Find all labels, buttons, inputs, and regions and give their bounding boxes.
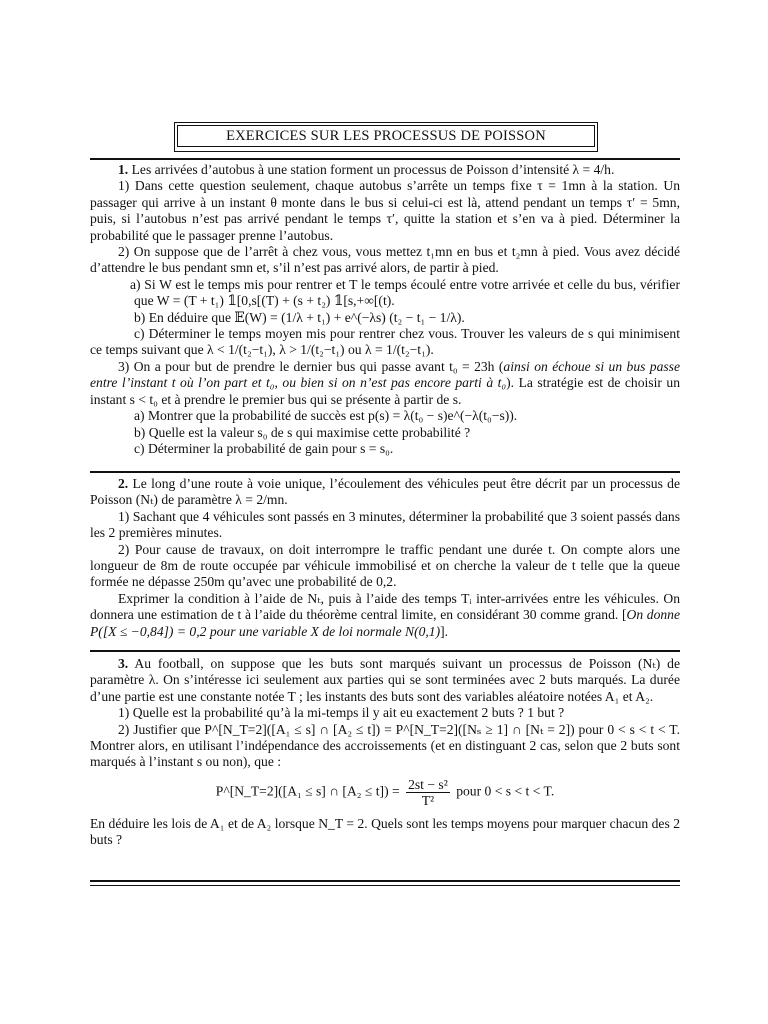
exercise-1-top-rule bbox=[90, 158, 680, 160]
exercise-3-q2: 2) Justifier que P^[N_T=2]([A₁ ≤ s] ∩ [A₂ ≤ t]) = P^[N_T=2]([Nₛ ≥ 1] ∩ [Nₜ = 2]) pour 0 < s < t < T. Montrer alors, en utilisant l’indépendance des accroissements (et en distinguant 2 cas, selon que 2 buts sont marqués à l’instant s ou non), que : bbox=[90, 721, 680, 770]
exercise-1 bbox=[90, 162, 680, 457]
exercise-1-q3a: a) Montrer que la probabilité de succès est p(s) = λ(t₀ − s)e^(−λ(t₀−s)). bbox=[134, 408, 518, 424]
exercise-2-top-rule bbox=[90, 471, 680, 473]
exercise-1-q2b: b) En déduire que 𝔼(W) = (1/λ + t₁) + e^(−λs) (t₂ − t₁ − 1/λ). bbox=[134, 309, 465, 325]
exercise-2-intro: Le long d’une route à voie unique, l’écoulement des véhicules peut être décrit par un processus de Poisson (Nₜ) de paramètre λ = 2/mn. bbox=[90, 476, 680, 508]
exercise-2 bbox=[90, 476, 680, 640]
exercise-1-number: 1. bbox=[118, 162, 129, 177]
title-box bbox=[174, 122, 598, 152]
exercise-2-q3-pre: Exprimer la condition à l’aide de Nₜ, puis à l’aide des temps Tᵢ inter-arrivées entre les véhicules. On donnera une estimation de t à l’aide du théorème central limite, en considérant 30 comme grand. [ bbox=[90, 590, 680, 623]
bottom-rule-thick bbox=[90, 880, 680, 882]
exercise-3-number: 3. bbox=[118, 656, 129, 671]
exercise-1-q2c: c) Déterminer le temps moyen mis pour rentrer chez vous. Trouver les valeurs de s qui minimisent ce temps suivant que λ < 1/(t₂−t₁), λ > 1/(t₂−t₁) ou λ = 1/(t₂−t₁). bbox=[90, 326, 680, 358]
exercise-3-top-rule bbox=[90, 650, 680, 652]
exercise-1-intro: Les arrivées d’autobus à une station forment un processus de Poisson d’intensité λ = 4/h. bbox=[131, 162, 615, 177]
exercise-3-q3: En déduire les lois de A₁ et de A₂ lorsque N_T = 2. Quels sont les temps moyens pour marquer chacun des 2 buts ? bbox=[90, 815, 680, 848]
exercise-2-q3-italic: On donne P([X ≤ −0,84]) = 0,2 pour une variable X de loi normale N(0,1) bbox=[90, 607, 680, 639]
formula-rhs: pour 0 < s < t < T. bbox=[456, 783, 555, 799]
bottom-rule-thin bbox=[90, 885, 680, 886]
exercise-3-intro: Au football, on suppose que les buts sont marqués suivant un processus de Poisson (Nₜ) de paramètre λ. On s’intéresse ici seulement aux parties qui se sont terminées avec 2 buts marqués. La durée d’une partie est une constante notée T ; les instants des buts sont des variables aléatoire notées A₁ et A₂. bbox=[90, 656, 680, 704]
exercise-3-formula bbox=[90, 777, 680, 808]
exercise-1-q3b: b) Quelle est la valeur s₀ de s qui maximise cette probabilité ? bbox=[134, 424, 471, 440]
exercise-1-q3c: c) Déterminer la probabilité de gain pour s = s₀. bbox=[134, 440, 394, 456]
exercise-1-q3-post: ). La stratégie est de choisir un instant s < t₀ et à prendre le premier bus qui se présente à partir de s. bbox=[90, 375, 680, 407]
exercise-3-q1: 1) Quelle est la probabilité qu’à la mi-temps il y ait eu exactement 2 buts ? 1 but ? bbox=[118, 705, 565, 721]
exercise-1-q3-italic: ainsi on échoue si un bus passe entre l’instant t où l’on part et t₀, ou bien si on n’est pas encore parti à t₀ bbox=[90, 358, 681, 391]
exercise-2-q3-post: ]. bbox=[440, 623, 449, 639]
exercise-2-number: 2. bbox=[118, 476, 129, 491]
exercise-2-q1: 1) Sachant que 4 véhicules sont passés en 3 minutes, déterminer la probabilité que 3 soient passés dans les 2 premières minutes. bbox=[90, 508, 680, 541]
formula-denominator: T² bbox=[421, 792, 435, 808]
exercise-1-q1: 1) Dans cette question seulement, chaque autobus s’arrête un temps fixe τ = 1mn à la station. Un passager qui arrive à un instant θ monte dans le bus si celui-ci est là, attend pendant un temps τ′ = 5mn, puis, si l’autobus n’est pas arrivé pendant le temps τ′, quitte la station et s’en va à pied. Déterminer la probabilité que le passager prenne l’autobus. bbox=[90, 178, 680, 243]
formula-lhs: P^[N_T=2]([A₁ ≤ s] ∩ [A₂ ≤ t]) = bbox=[215, 783, 400, 799]
formula-fraction bbox=[406, 777, 450, 808]
exercise-3 bbox=[90, 656, 680, 849]
page-title: EXERCICES SUR LES PROCESSUS DE POISSON bbox=[177, 125, 595, 147]
exercise-2-q2: 2) Pour cause de travaux, on doit interrompre le traffic pendant une durée t. On compte alors une longueur de 8m de route occupée par véhicule immobilisé et on cherche la valeur de t telle que la queue formée ne dépasse 250m qu’avec une probabilité de 0,2. bbox=[90, 541, 680, 590]
exercise-1-q2: 2) On suppose que de l’arrêt à chez vous, vous mettez t₁mn en bus et t₂mn à pied. Vous avez décidé d’attendre le bus pendant smn et, s’il n’est pas arrivé alors, de partir à pied. bbox=[90, 244, 680, 276]
exercise-1-q2a: a) Si W est le temps mis pour rentrer et T le temps écoulé entre votre arrivée et celle du bus, vérifier que W = (T + t₁) 𝟙[0,s[(T) + (s + t₂) 𝟙[s,+∞[(t). bbox=[130, 276, 680, 309]
exercise-1-q3-pre: 3) On a pour but de prendre le dernier bus qui passe avant t₀ = 23h ( bbox=[118, 358, 504, 374]
formula-numerator: 2st − s² bbox=[408, 776, 448, 792]
